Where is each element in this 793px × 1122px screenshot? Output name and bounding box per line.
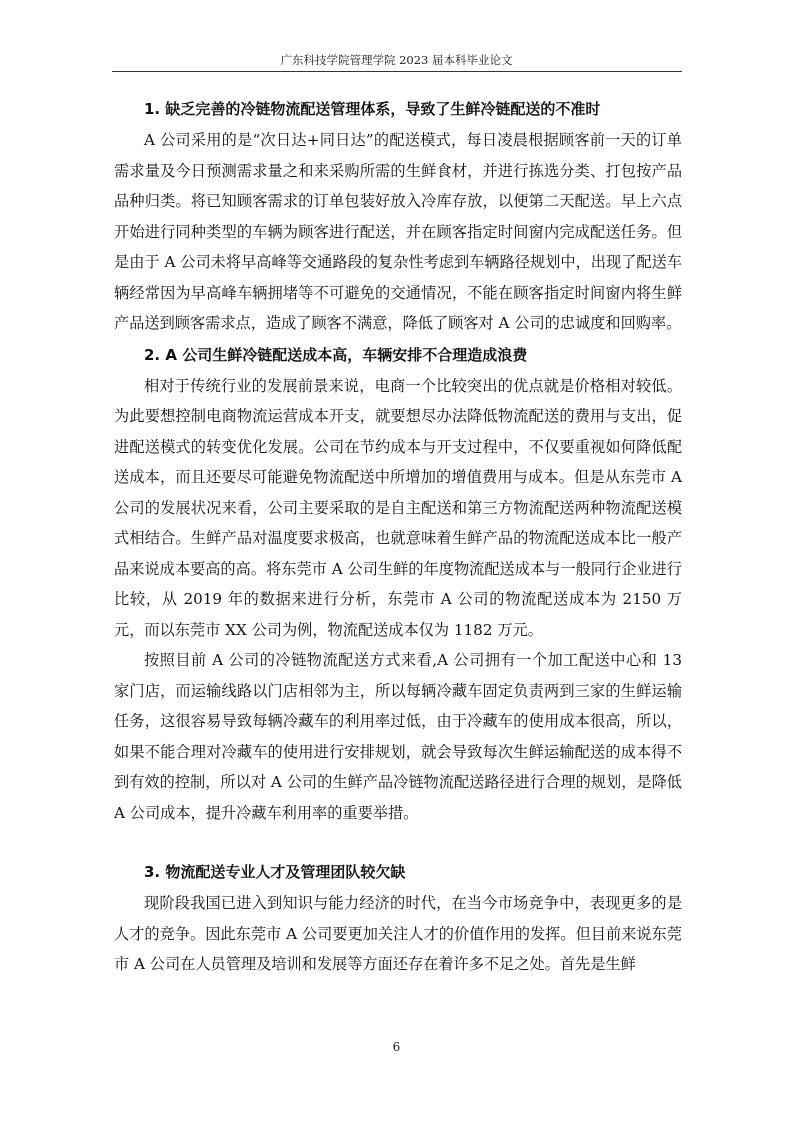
paragraph: 相对于传统行业的发展前景来说，电商一个比较突出的优点就是价格相对较低。为此要想控制电商物流运营成本开支，就要想尽办法降低物流配送的费用与支出，促进配送模式的转变优化发展。公司在节约成本与开支过程中，不仅要重视如何降低配送成本，而且还要尽可能避免物流配送中所增加的增值费用与成本。但是从东莞市 A 公司的发展状况来看，公司主要采取的是自主配送和第三方物流配送两种物流配送模式相结合。生鲜产品对温度要求极高，也就意味着生鲜产品的物流配送成本比一般产品来说成本要高的高。将东莞市 A 公司生鲜的年度物流配送成本与一般同行企业进行比较，从 2019 年的数据来进行分析，东莞市 A 公司的物流配送成本为 2150 万元，而以东莞市 XX 公司为例，物流配送成本仅为 1182 万元。	[114, 376, 682, 639]
section-spacer	[114, 828, 682, 856]
section-heading-3: 3. 物流配送专业人才及管理团队较欠缺	[144, 863, 406, 881]
paragraph: A 公司采用的是“次日达+同日达”的配送模式，每日凌晨根据顾客前一天的订单需求量及今日预测需求量之和来采购所需的生鲜食材，并进行拣选分类、打包按产品品种归类。将已知顾客需求的订单包装好放入冷库存放，以便第二天配送。早上六点开始进行同种类型的车辆为顾客进行配送，并在顾客指定时间窗内完成配送任务。但是由于 A 公司未将早高峰等交通路段的复杂性考虑到车辆路径规划中，出现了配送车辆经常因为早高峰车辆拥堵等不可避免的交通情况，不能在顾客指定时间窗内将生鲜产品送到顾客需求点，造成了顾客不满意，降低了顾客对 A 公司的忠诚度和回购率。	[114, 131, 682, 332]
paragraph: 按照目前 A 公司的冷链物流配送方式来看,A 公司拥有一个加工配送中心和 13 家门店，而运输线路以门店相邻为主，所以每辆冷藏车固定负责两到三家的生鲜运输任务，这很容易导致每辆冷藏车的利用率过低，由于冷藏车的使用成本很高，所以，如果不能合理对冷藏车的使用进行安排规划，就会导致每次生鲜运输配送的成本得不到有效的控制，所以对 A 公司的生鲜产品冷链物流配送路径进行合理的规划，是降低 A 公司成本，提升冷藏车利用率的重要举措。	[114, 651, 682, 822]
section-heading-1: 1. 缺乏完善的冷链物流配送管理体系，导致了生鲜冷链配送的不准时	[144, 100, 601, 118]
page-body	[114, 93, 682, 980]
paragraph: 现阶段我国已进入到知识与能力经济的时代，在当今市场竞争中，表现更多的是人才的竞争。因此东莞市 A 公司要更加关注人才的价值作用的发挥。但目前来说东莞市 A 公司在人员管理及培训和发展等方面还存在着许多不足之处。首先是生鲜	[114, 894, 682, 973]
running-header: 广东科技学院管理学院 2023 届本科毕业论文	[280, 53, 513, 67]
section-heading-2: 2. A 公司生鲜冷链配送成本高，车辆安排不合理造成浪费	[144, 345, 528, 364]
page-number: 6	[392, 1040, 401, 1054]
header-divider	[112, 71, 682, 72]
